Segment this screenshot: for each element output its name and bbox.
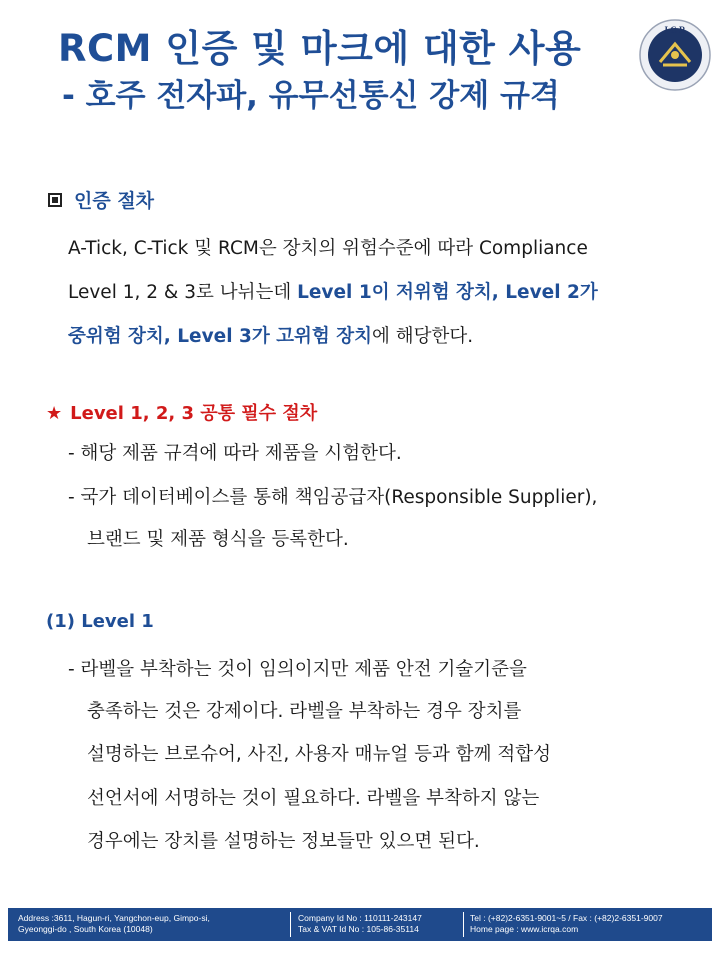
list-item: 브랜드 및 제품 형식을 등록한다.: [87, 529, 349, 550]
list-item: - 해당 제품 규격에 따라 제품을 시험한다.: [68, 443, 402, 464]
footer-divider: [290, 912, 291, 937]
footer-company-line2: Tax & VAT Id No : 105-86-35114: [298, 924, 419, 934]
list-item: - 국가 데이터베이스를 통해 책임공급자(Responsible Supplier),: [68, 487, 598, 508]
footer-company-line1: Company Id No : 110111-243147: [298, 913, 422, 923]
para-text: Level 1, 2 & 3로 나뉘는데: [68, 282, 298, 303]
checkbox-square-icon: [48, 193, 62, 207]
footer-contact: [470, 913, 663, 935]
level1-line: 충족하는 것은 강제이다. 라벨을 부착하는 경우 장치를: [87, 701, 522, 722]
para-line: [68, 278, 598, 304]
para-highlight: 중위험 장치, Level 3가 고위험 장치: [68, 326, 372, 347]
common-heading-text: Level 1, 2, 3 공통 필수 절차: [70, 403, 318, 424]
para-highlight: Level 1이 저위험 장치, Level 2가: [297, 282, 598, 303]
para-line: A-Tick, C-Tick 및 RCM은 장치의 위험수준에 따라 Compliance: [68, 238, 588, 259]
logo-text: I C R: [664, 25, 686, 35]
footer-contact-line1: Tel : (+82)2-6351-9001~5 / Fax : (+82)2-6351-9007: [470, 913, 663, 923]
footer-bar: [8, 908, 712, 941]
section-heading: [48, 186, 154, 213]
footer-address-line1: Address :3611, Hagun-ri, Yangchon-eup, Gimpo-si,: [18, 913, 210, 923]
page-subtitle: - 호주 전자파, 유무선통신 강제 규격: [62, 78, 560, 114]
common-heading: [46, 399, 317, 425]
icr-logo: [638, 18, 712, 92]
level1-line: - 라벨을 부착하는 것이 임의이지만 제품 안전 기술기준을: [68, 659, 527, 680]
footer-address: [18, 913, 210, 935]
footer-divider: [463, 912, 464, 937]
level1-heading: (1) Level 1: [46, 611, 154, 632]
level1-line: 선언서에 서명하는 것이 필요하다. 라벨을 부착하지 않는: [87, 788, 540, 809]
level1-line: 설명하는 브로슈어, 사진, 사용자 매뉴얼 등과 함께 적합성: [87, 744, 551, 765]
footer-company: [298, 913, 422, 935]
star-icon: ★: [46, 403, 63, 424]
section-heading-text: 인증 절차: [74, 190, 155, 212]
footer-homepage-link[interactable]: Home page : www.icrqa.com: [470, 924, 579, 934]
para-text: 에 해당한다.: [371, 326, 474, 347]
para-line: [68, 322, 473, 348]
footer-address-line2: Gyeonggi-do , South Korea (10048): [18, 924, 153, 934]
page-title: RCM 인증 및 마크에 대한 사용: [58, 27, 582, 70]
level1-line: 경우에는 장치를 설명하는 정보들만 있으면 된다.: [87, 831, 480, 852]
